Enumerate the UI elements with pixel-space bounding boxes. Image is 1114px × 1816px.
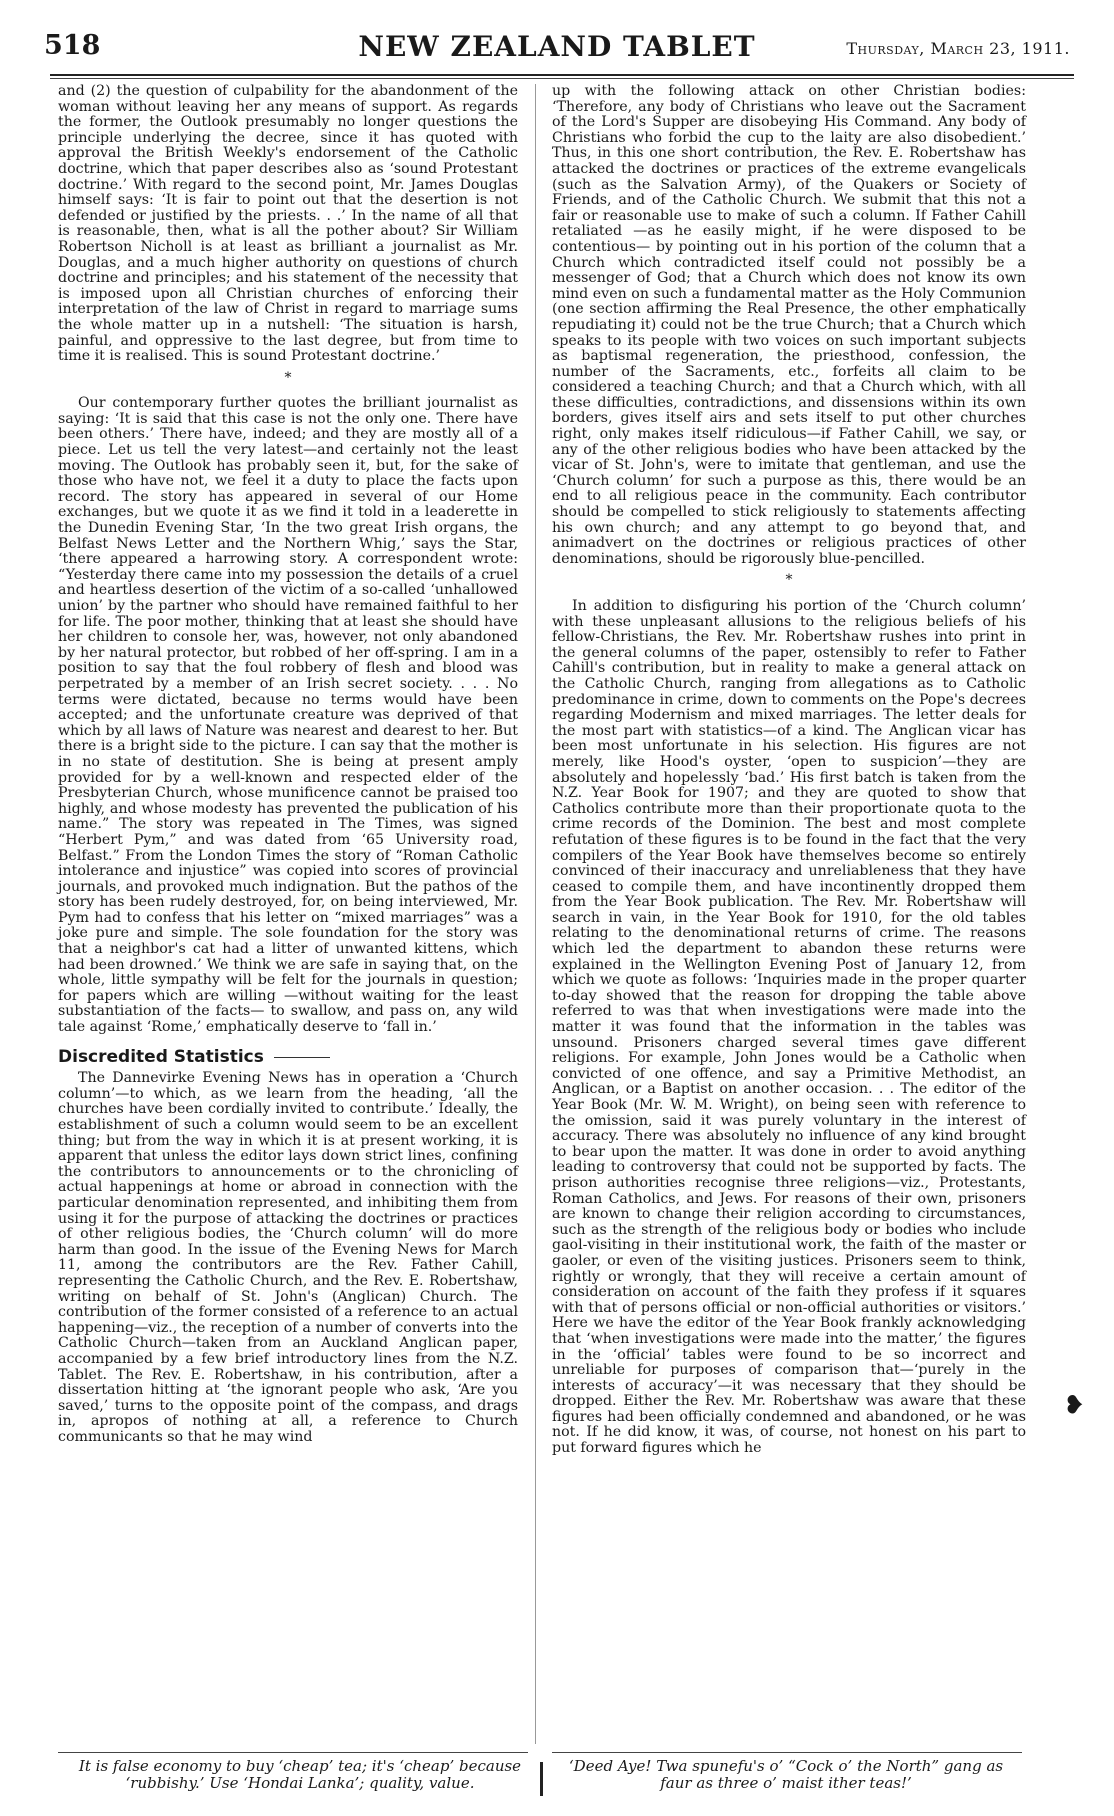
section-break-star: * <box>785 572 793 589</box>
footer-separator <box>540 1762 543 1796</box>
section-break-star: * <box>284 369 292 386</box>
header-rule <box>50 74 1074 76</box>
column-divider <box>535 84 536 1744</box>
footer-rule-right <box>552 1752 1022 1753</box>
right-paragraph-1: up with the following attack on other Christian bodies: ‘Therefore, any body of Christians who leave out the Sacrament of the Lord's Supper are disobeying His Command. Any body of Christians who forbid the cup to the laity are also disobedient.’ Thus, in this one short contribution, the Rev. E. Robertshaw has attacked the doctrines or practices of the extreme evangelicals (such as the Salvation Army), of the Quakers or Society of Friends, and of the Catholic Church. We submit that this not a fair or reasonable use to make of such a column. If Father Cahill retaliated —as he easily might, if he were disposed to be contentious— by pointing out in his portion of the column that a Church which contradicted itself could not possibly be a messenger of God; that a Church which does not know its own mind even on such a fundamental matter as the Holy Communion (one section affirming the Real Presence, the other emphatically repudiating it) could not be the true Church; that a Church which speaks to its people with two voices on such important subjects as baptismal regeneration, the priesthood, confession, the number of the Sacraments, etc., forfeits all claim to be considered a teaching Church; and that a Church which, with all these difficulties, contradictions, and dissensions within its own borders, gives itself airs and sets itself to put other churches right, only makes itself ridiculous—if Father Cahill, we say, or any of the other religious bodies who have been attacked by the vicar of St. John's, were to imitate that gentleman, and use the ‘Church column’ for such a purpose as this, there would be an end to all religious peace in the community. Each contributor should be compelled to stick religiously to statements affecting his own church; and any attempt to go beyond that, and animadvert on the doctrines or religious practices of other denominations, should be rigorously blue-pencilled. <box>552 83 1026 567</box>
right-paragraph-2: In addition to disfiguring his portion of the ‘Church column’ with these unpleasant allusions to the religious beliefs of his fellow-Christians, the Rev. Mr. Robertshaw rushes into print in the general columns of the paper, ostensibly to refer to Father Cahill's contribution, but in reality to make a general attack on the Catholic Church, ranging from allegations as to Catholic predominance in crime, down to comments on the Pope's decrees regarding Modernism and mixed marriages. The letter deals for the most part with statistics—of a kind. The Anglican vicar has been most unfortunate in his selection. His figures are not merely, like Hood's oyster, ‘open to suspicion’—they are absolutely and hopelessly ‘bad.’ His first batch is taken from the N.Z. Year Book for 1907; and they are quoted to show that Catholics contribute more than their proportionate quota to the crime records of the Dominion. The best and most complete refutation of these figures is to be found in the fact that the very compilers of the Year Book have themselves become so entirely convinced of their inaccuracy and unreliableness that they have ceased to compile them, and have incontinently dropped them from the Year Book publication. The Rev. Mr. Robertshaw will search in vain, in the Year Book for 1910, for the old tables relating to the denominational returns of crime. The reasons which led the department to abandon these returns were explained in the Wellington Evening Post of January 12, from which we quote as follows: ‘Inquiries made in the proper quarter to-day showed that the reason for dropping the table above referred to was that when investigations were made into the matter it was found that the information in the tables was unsound. Prisoners charged several times gave different religions. For example, John Jones would be a Catholic when convicted of one offence, and say a Primitive Methodist, an Anglican, or a Baptist on another occasion. . . The editor of the Year Book (Mr. W. M. Wright), on being seen with reference to the omission, said it was purely voluntary in the interest of accuracy. There was absolutely no influence of any kind brought to bear upon the matter. It was done in order to avoid anything leading to controversy that could not be supported by facts. The prison authorities recognise three religions—viz., Protestants, Roman Catholics, and Jews. For reasons of their own, prisoners are known to change their religion according to circumstances, such as the strength of the religious body or bodies who include gaol-visiting in their institutional work, the faith of the master or gaoler, or even of the visiting justices. Prisoners seem to think, rightly or wrongly, that they will receive a certain amount of consideration on account of the faith they profess if it squares with that of persons official or non-official authorities or visitors.’ Here we have the editor of the Year Book frankly acknowledging that ‘when investigations were made into the matter,’ the figures in the ‘official’ tables were found to be so incorrect and unreliable for purposes of comparison that—‘purely in the interests of accuracy’—it was necessary that they should be dropped. Either the Rev. Mr. Robertshaw was aware that these figures had been officially condemned and abandoned, or he was not. If he did know, it was, of course, not honest on his part to put forward figures which he <box>552 598 1026 1457</box>
footer-rule-left <box>58 1752 528 1753</box>
margin-mark: ❥ <box>1064 1390 1085 1419</box>
left-paragraph-2: Our contemporary further quotes the brilliant journalist as saying: ‘It is said that this case is not the only one. There have been others.’ There have, indeed; and they are mostly all of a piece. Let us tell the very latest—and certainly not the least moving. The Outlook has probably seen it, but, for the sake of those who have not, we feel it a duty to place the facts upon record. The story has appeared in several of our Home exchanges, but we quote it as we find it told in a leaderette in the Dunedin Evening Star, ‘In the two great Irish organs, the Belfast News Letter and the Northern Whig,’ says the Star, ‘there appeared a harrowing story. A correspondent wrote: “Yesterday there came into my possession the details of a cruel and heartless desertion of the victim of a so-called ‘unhallowed union’ by the partner who should have remained faithful to her for life. The poor mother, thinking that at least she should have her children to console her, was, however, not only abandoned by her natural protector, but robbed of her off-spring. I am in a position to say that the foul robbery of flesh and blood was perpetrated by a member of an Irish secret society. . . . No terms were dictated, because no terms would have been accepted; and the unfortunate creature was deprived of that which by all laws of Nature was nearest and dearest to her. But there is a bright side to the picture. I can say that the mother is in no state of destitution. She is being at present amply provided for by a well-known and respected elder of the Presbyterian Church, whose munificence cannot be praised too highly, and whose modesty has prevented the publication of his name.” The story was repeated in The Times, was signed “Herbert Pym,” and was dated from ‘65 University road, Belfast.” From the London Times the story of “Roman Catholic intolerance and injustice” was copied into scores of provincial journals, and provoked much indignation. But the pathos of the story has been rudely destroyed, for, on being interviewed, Mr. Pym had to confess that his letter on “mixed marriages” was a joke pure and simple. The sole foundation for the story was that a neighbor's cat had a litter of unwanted kittens, which had been drowned.’ We think we are safe in saying that, on the whole, little sympathy will be felt for the journals in question; for papers which are willing —without waiting for the least substantiation of the facts— to swallow, and pass on, any wild tale against ‘Rome,’ emphatically deserve to ‘fall in.’ <box>58 395 518 1036</box>
left-paragraph-3: The Dannevirke Evening News has in operation a ‘Church column’—to which, as we learn from the heading, ‘all the churches have been cordially invited to contribute.’ Ideally, the establishment of such a column would seem to be an excellent thing; but from the way in which it is at present working, it is apparent that unless the editor lays down strict lines, confining the contributors to announcements or to the chronicling of actual happenings at home or abroad in connection with the particular denomination represented, and inhibiting them from using it for the purpose of attacking the doctrines or practices of other religious bodies, the ‘Church column’ will do more harm than good. In the issue of the Evening News for March 11, among the contributors are the Rev. Father Cahill, representing the Catholic Church, and the Rev. E. Robertshaw, writing on behalf of St. John's (Anglican) Church. The contribution of the former consisted of a reference to an actual happening—viz., the reception of a number of converts into the Catholic Church—taken from an Auckland Anglican paper, accompanied by a few brief introductory lines from the N.Z. Tablet. The Rev. E. Robertshaw, in his contribution, after a dissertation hitting at ‘the ignorant people who ask, ‘Are you saved,’ turns to the opposite point of the compass, and drags in, apropos of nothing at all, a reference to Church communicants so that he may wind <box>58 1070 518 1445</box>
subheading <box>58 1046 518 1067</box>
page-header <box>40 30 1074 74</box>
right-column <box>552 84 1026 1457</box>
left-column <box>58 84 518 1445</box>
page-number: 518 <box>44 30 101 61</box>
subheading-rule <box>274 1057 330 1058</box>
subheading-text: Discredited Statistics <box>58 1046 264 1067</box>
footer-advert-left: It is false economy to buy ‘cheap’ tea; it's ‘cheap’ because ‘rubbishy.’ Use ‘Hondai Lanka’; quality, value. <box>78 1757 522 1792</box>
header-rule-thin <box>50 78 1074 79</box>
dateline: Thursday, March 23, 1911. <box>846 39 1070 58</box>
left-paragraph-1: and (2) the question of culpability for the abandonment of the woman without leaving her any means of support. As regards the former, the Outlook presumably no longer questions the principle underlying the decree, since it has quoted with approval the British Weekly's endorsement of the Catholic doctrine, which that paper describes also as ‘sound Protestant doctrine.’ With regard to the second point, Mr. James Douglas himself says: ‘It is fair to point out that the desertion is not defended or justified by the priests. . .’ In the name of all that is reasonable, then, what is all the pother about? Sir William Robertson Nicholl is at least as brilliant a journalist as Mr. Douglas, and a much higher authority on questions of church doctrine and principles; and his statement of the necessity that is imposed upon all Christian churches of enforcing their interpretation of the law of Christ in regard to marriage sums the whole matter up in a nutshell: ‘The situation is harsh, painful, and oppressive to the last degree, but from time to time it is realised. This is sound Protestant doctrine.’ <box>58 83 518 365</box>
masthead-title: NEW ZEALAND TABLET <box>358 30 756 63</box>
footer-advert-right: ‘Deed Aye! Twa spunefu's o’ “Cock o’ the North” gang as faur as three o’ maist ither teas!’ <box>568 1757 1004 1792</box>
